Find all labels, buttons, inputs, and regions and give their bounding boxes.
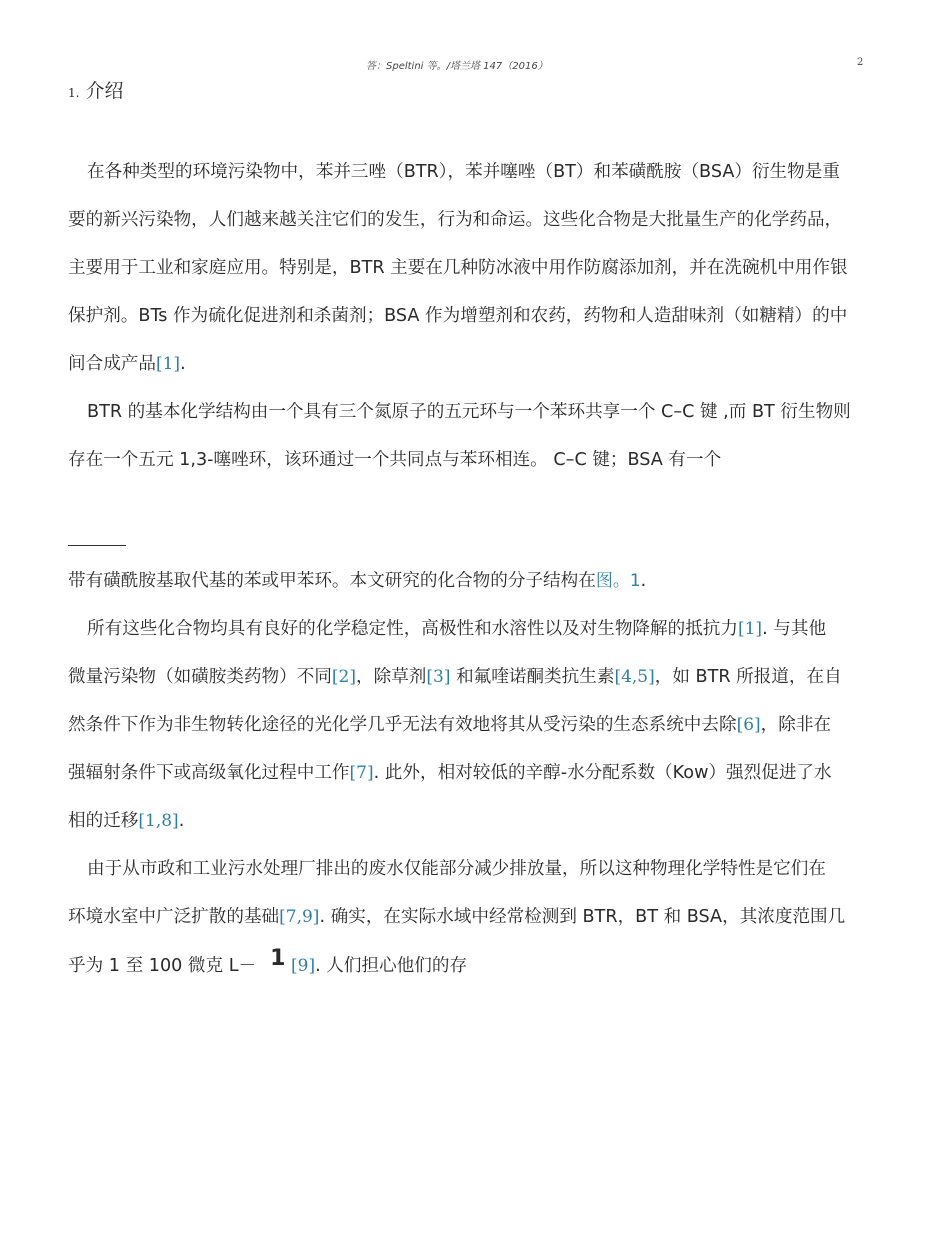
section-title: 介绍 [85, 80, 124, 102]
citation-link[interactable]: [1] [155, 354, 181, 374]
footnote-divider [68, 545, 126, 546]
para3-line1 [68, 557, 926, 605]
para2-line2: 存在一个五元 1,3-噻唑环，该环通过一个共同点与苯环相连。 C–C 键；BSA 有一个 [68, 450, 722, 470]
text-run: . [178, 811, 185, 831]
text-run: 乎为 1 至 100 微克 L [68, 956, 239, 976]
citation-link[interactable]: [4,5] [614, 667, 655, 687]
citation-link[interactable]: [2] [331, 667, 357, 687]
text-run: . 与其他 [762, 619, 827, 639]
citation-link[interactable]: [7] [349, 763, 374, 783]
para1-line3: 主要用于工业和家庭应用。特别是，BTR 主要在几种防冰液中用作防腐添加剂，并在洗碗机中用作银 [68, 258, 848, 278]
para4-line1 [68, 605, 926, 653]
para1-line1: 在各种类型的环境污染物中，苯并三唑（BTR），苯并噻唑（BT）和苯磺酰胺（BSA）衍生物是重 [87, 162, 840, 182]
text-run: 带有磺酰胺基取代基的苯或甲苯环。本文研究的化合物的分子结构在 [68, 571, 596, 591]
citation-link[interactable]: [7,9] [279, 907, 320, 927]
citation-link[interactable]: [6] [736, 715, 761, 735]
para5-line1: 由于从市政和工业污水处理厂排出的废水仅能部分减少排放量，所以这种物理化学特性是它们在 [87, 859, 826, 879]
text-run: 强辐射条件下或高级氧化过程中工作 [68, 763, 350, 783]
text-run: 相的迁移 [68, 811, 139, 831]
para1-line5 [68, 340, 926, 388]
running-head: 答：Speltini 等。/塔兰塔 147（2016） [366, 61, 548, 72]
para1-line2: 要的新兴污染物，人们越来越关注它们的发生，行为和命运。这些化合物是大批量生产的化学药品， [68, 210, 843, 230]
text-run: . 此外，相对较低的辛醇-水分配系数（Kow）强烈促进了水 [373, 763, 832, 783]
figure-link[interactable]: 图。1 [595, 571, 641, 591]
para4-line4 [68, 749, 926, 797]
text-run: 和氟喹诺酮类抗生素 [450, 667, 615, 687]
running-header [0, 57, 926, 73]
citation-link[interactable]: [9] [291, 956, 316, 976]
text-run: 然条件下作为非生物转化途径的光化学几乎无法有效地将其从受污染的生态系统中去除 [68, 715, 737, 735]
page-number: 2 [857, 57, 864, 68]
text-run: 间合成产品 [68, 354, 156, 374]
citation-link[interactable]: [1] [737, 619, 763, 639]
text-run: ，如 BTR 所报道，在自 [654, 667, 842, 687]
para1-line4: 保护剂。BTs 作为硫化促进剂和杀菌剂；BSA 作为增塑剂和农药，药物和人造甜味剂（如糖精）的中 [68, 306, 848, 326]
superscript: 1 [270, 946, 286, 971]
text-run: . 确实，在实际水域中经常检测到 BTR，BT 和 BSA，其浓度范围几 [319, 907, 846, 927]
citation-link[interactable]: [1,8] [138, 811, 179, 831]
text-run: 所有这些化合物均具有良好的化学稳定性，高极性和水溶性以及对生物降解的抵抗力 [87, 619, 738, 639]
text-run: 微量污染物（如磺胺类药物）不同 [68, 667, 332, 687]
text-run: . 人们担心他们的存 [315, 956, 468, 976]
para5-line3 [68, 941, 926, 990]
para2-line1: BTR 的基本化学结构由一个具有三个氮原子的五元环与一个苯环共享一个 C–C 键 ,而 BT 衍生物则 [87, 402, 851, 422]
text-run: ，除草剂 [356, 667, 427, 687]
para4-line3 [68, 701, 926, 749]
citation-link[interactable]: [3] [426, 667, 451, 687]
text-run: . [640, 571, 647, 591]
text-run: . [180, 354, 186, 374]
text-run: ，除非在 [760, 715, 832, 735]
minus-sign: － [238, 956, 257, 976]
text-run: 环境水室中广泛扩散的基础 [68, 907, 280, 927]
para4-line2 [68, 653, 926, 701]
para5-line2 [68, 893, 926, 941]
body-column-top [68, 148, 926, 484]
section-number: 1. [68, 86, 80, 100]
section-heading [68, 76, 123, 103]
body-column-bottom [68, 557, 926, 990]
para4-line5 [68, 797, 926, 845]
